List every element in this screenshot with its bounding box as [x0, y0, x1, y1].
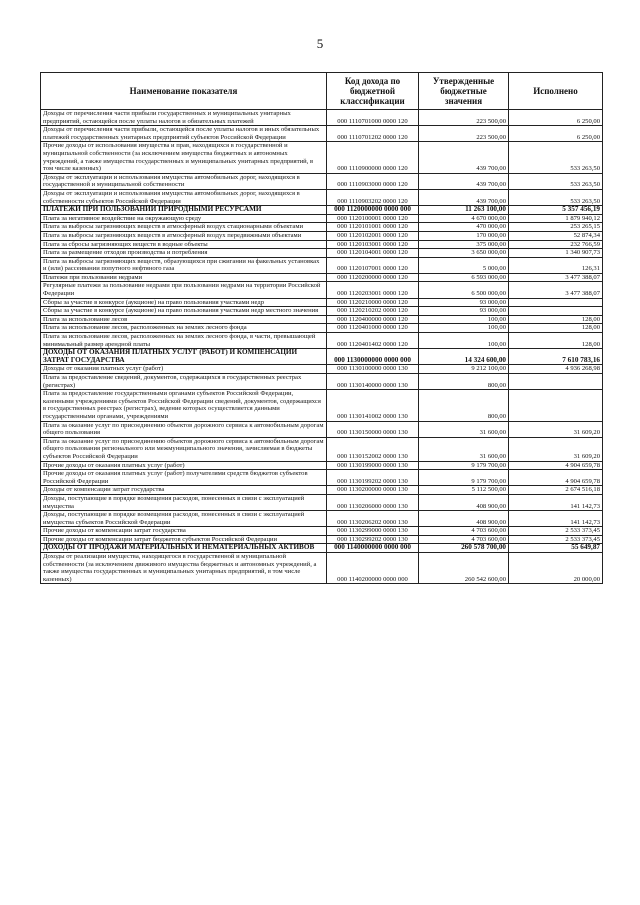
- row-name: ДОХОДЫ ОТ ПРОДАЖИ МАТЕРИАЛЬНЫХ И НЕМАТЕРИАЛЬНЫХ АКТИВОВ: [41, 544, 327, 553]
- row-approved: 260 578 700,00: [419, 544, 509, 553]
- row-executed: 232 766,59: [509, 240, 603, 249]
- table-row: [41, 110, 603, 126]
- table-row: [41, 173, 603, 189]
- table-row: [41, 374, 603, 390]
- row-approved: 11 263 100,00: [419, 206, 509, 215]
- row-name: Доходы от компенсации затрат государства: [41, 486, 327, 495]
- header-code: Код дохода по бюджетной классификации: [327, 73, 419, 110]
- row-code: 000 1130299202 0000 130: [327, 535, 419, 544]
- row-code: 000 1120210000 0000 120: [327, 298, 419, 307]
- row-executed: 4 904 659,78: [509, 470, 603, 486]
- table-row: [41, 307, 603, 316]
- row-code: 000 1130299000 0000 130: [327, 527, 419, 536]
- row-approved: 9 179 700,00: [419, 461, 509, 470]
- row-code: 000 1120000000 0000 000: [327, 206, 419, 215]
- row-executed: [509, 298, 603, 307]
- row-approved: 223 500,00: [419, 110, 509, 126]
- row-approved: 5 112 500,00: [419, 486, 509, 495]
- row-approved: 439 700,00: [419, 189, 509, 205]
- row-executed: 52 874,34: [509, 231, 603, 240]
- row-executed: 31 609,20: [509, 437, 603, 461]
- row-name: Плата за выбросы загрязняющих веществ, образующихся при сжигании на факельных установках и (или) рассеивании попутного нефтяного газа: [41, 257, 327, 273]
- row-name: Сборы за участие в конкурсе (аукционе) на право пользования участками недр: [41, 298, 327, 307]
- row-code: 000 1120200000 0000 120: [327, 273, 419, 282]
- row-name: Регулярные платежи за пользование недрами при пользовании недрами на территории Российской Федерации: [41, 282, 327, 298]
- table-row: [41, 365, 603, 374]
- row-code: 000 1120400000 0000 120: [327, 315, 419, 324]
- table-row: [41, 390, 603, 421]
- row-name: Плата за оказание услуг по присоединению объектов дорожного сервиса к автомобильным дорогам общего пользования: [41, 421, 327, 437]
- row-name: Доходы от оказания платных услуг (работ): [41, 365, 327, 374]
- row-approved: 408 900,00: [419, 511, 509, 527]
- header-name: Наименование показателя: [41, 73, 327, 110]
- row-name: Доходы от эксплуатации и использования имущества автомобильных дорог, находящихся в собственности субъектов Российской Федерации: [41, 189, 327, 205]
- table-row: [41, 249, 603, 258]
- row-code: 000 1130150000 0000 130: [327, 421, 419, 437]
- row-approved: 800,00: [419, 374, 509, 390]
- table-header-row: [41, 73, 603, 110]
- row-name: Плата за негативное воздействие на окружающую среду: [41, 214, 327, 223]
- table-row: [41, 333, 603, 349]
- row-approved: 31 600,00: [419, 437, 509, 461]
- row-executed: 533 263,50: [509, 189, 603, 205]
- row-executed: 3 477 388,07: [509, 273, 603, 282]
- table-row: [41, 273, 603, 282]
- row-name: Плата за выбросы загрязняющих веществ в атмосферный воздух стационарными объектами: [41, 223, 327, 232]
- row-code: 000 1130200000 0000 130: [327, 486, 419, 495]
- row-executed: 2 533 373,45: [509, 527, 603, 536]
- table-row: [41, 349, 603, 365]
- row-executed: 2 533 373,45: [509, 535, 603, 544]
- table-row: [41, 126, 603, 142]
- row-approved: 4 703 600,00: [419, 535, 509, 544]
- table-row: [41, 282, 603, 298]
- row-executed: 2 674 516,18: [509, 486, 603, 495]
- row-approved: 93 000,00: [419, 307, 509, 316]
- table-row: [41, 206, 603, 215]
- row-code: 000 1120401402 0000 120: [327, 333, 419, 349]
- row-name: Платежи при пользовании недрами: [41, 273, 327, 282]
- row-code: 000 1120401000 0000 120: [327, 324, 419, 333]
- row-name: Прочие доходы от компенсации затрат бюджетов субъектов Российской Федерации: [41, 535, 327, 544]
- row-approved: 170 000,00: [419, 231, 509, 240]
- row-name: Плата за предоставление государственными органами субъектов Российской Федерации, казенными учреждениями субъектов Российской Федерации сведений, документов, содержащихся в государственных реестрах (регистрах), ведение которых осуществляется данными государственными органами, учреждениями: [41, 390, 327, 421]
- header-approved: Утвержденные бюджетные значения: [419, 73, 509, 110]
- table-row: [41, 461, 603, 470]
- row-code: 000 1110701202 0000 120: [327, 126, 419, 142]
- row-name: ПЛАТЕЖИ ПРИ ПОЛЬЗОВАНИИ ПРИРОДНЫМИ РЕСУРСАМИ: [41, 206, 327, 215]
- row-executed: 55 649,87: [509, 544, 603, 553]
- row-executed: 4 904 659,78: [509, 461, 603, 470]
- row-executed: 6 250,00: [509, 126, 603, 142]
- row-name: Сборы за участие в конкурсе (аукционе) на право пользования участками недр местного значения: [41, 307, 327, 316]
- row-executed: [509, 307, 603, 316]
- row-executed: 533 263,50: [509, 173, 603, 189]
- row-code: 000 1130152002 0000 130: [327, 437, 419, 461]
- row-executed: [509, 374, 603, 390]
- row-code: 000 1110900000 0000 120: [327, 142, 419, 173]
- row-name: Прочие доходы от оказания платных услуг (работ) получателями средств бюджетов субъектов Российской Федерации: [41, 470, 327, 486]
- row-code: 000 1120104001 0000 120: [327, 249, 419, 258]
- table-row: [41, 214, 603, 223]
- row-approved: 6 593 000,00: [419, 273, 509, 282]
- row-approved: 4 703 600,00: [419, 527, 509, 536]
- row-code: 000 1140200000 0000 000: [327, 553, 419, 584]
- row-name: Плата за оказание услуг по присоединению объектов дорожного сервиса к автомобильным дорогам общего пользования регионального или межмуниципального значения, зачисляемая в бюджеты субъектов Российской Федерации: [41, 437, 327, 461]
- row-executed: 7 610 783,16: [509, 349, 603, 365]
- row-approved: 439 700,00: [419, 142, 509, 173]
- row-code: 000 1120210202 0000 120: [327, 307, 419, 316]
- row-code: 000 1120103001 0000 120: [327, 240, 419, 249]
- row-executed: [509, 390, 603, 421]
- row-name: Доходы от эксплуатации и использования имущества автомобильных дорог, находящихся в государственной и муниципальной собственности: [41, 173, 327, 189]
- row-approved: 100,00: [419, 324, 509, 333]
- row-executed: 6 250,00: [509, 110, 603, 126]
- row-executed: 253 265,15: [509, 223, 603, 232]
- row-approved: 31 600,00: [419, 421, 509, 437]
- table-row: [41, 257, 603, 273]
- row-approved: 100,00: [419, 315, 509, 324]
- row-name: Плата за выбросы загрязняющих веществ в атмосферный воздух передвижными объектами: [41, 231, 327, 240]
- row-approved: 439 700,00: [419, 173, 509, 189]
- page-number: 5: [316, 36, 324, 51]
- row-code: 000 1130206202 0000 130: [327, 511, 419, 527]
- table-row: [41, 231, 603, 240]
- table-row: [41, 324, 603, 333]
- row-name: Прочие доходы от использования имущества и прав, находящихся в государственной и муниципальной собственности (за исключением имущества бюджетных и автономных учреждений, а также имущества государственных и муниципальных унитарных предприятий, в том числе казенных): [41, 142, 327, 173]
- row-approved: 223 500,00: [419, 126, 509, 142]
- row-code: 000 1130199000 0000 130: [327, 461, 419, 470]
- row-approved: 4 670 000,00: [419, 214, 509, 223]
- row-executed: 3 477 388,07: [509, 282, 603, 298]
- row-code: 000 1130140000 0000 130: [327, 374, 419, 390]
- table-row: [41, 223, 603, 232]
- header-executed: Исполнено: [509, 73, 603, 110]
- row-code: 000 1130206000 0000 130: [327, 494, 419, 510]
- row-approved: 6 500 000,00: [419, 282, 509, 298]
- row-code: 000 1110903202 0000 120: [327, 189, 419, 205]
- row-approved: 800,00: [419, 390, 509, 421]
- row-approved: 93 000,00: [419, 298, 509, 307]
- table-row: [41, 486, 603, 495]
- row-name: Доходы от перечисления части прибыли государственных и муниципальных унитарных предприятий, остающейся после уплаты налогов и обязательных платежей: [41, 110, 327, 126]
- row-name: Доходы от реализации имущества, находящегося в государственной и муниципальной собственности (за исключением движимого имущества бюджетных и автономных учреждений, а также имущества государственных и муниципальных унитарных предприятий, в том числе казенных): [41, 553, 327, 584]
- row-executed: 533 263,50: [509, 142, 603, 173]
- table-row: [41, 315, 603, 324]
- row-executed: 1 340 907,73: [509, 249, 603, 258]
- row-code: 000 1120100001 0000 120: [327, 214, 419, 223]
- row-name: Доходы, поступающие в порядке возмещения расходов, понесенных в связи с эксплуатацией имущества: [41, 494, 327, 510]
- row-name: Плата за использование лесов, расположенных на землях лесного фонда: [41, 324, 327, 333]
- row-name: Плата за использование лесов, расположенных на землях лесного фонда, в части, превышающей минимальный размер арендной платы: [41, 333, 327, 349]
- row-executed: 128,00: [509, 333, 603, 349]
- table-row: [41, 511, 603, 527]
- row-code: 000 1130000000 0000 000: [327, 349, 419, 365]
- row-code: 000 1130199202 0000 130: [327, 470, 419, 486]
- row-name: Плата за сбросы загрязняющих веществ в водные объекты: [41, 240, 327, 249]
- row-executed: 141 142,73: [509, 511, 603, 527]
- table-row: [41, 527, 603, 536]
- row-executed: 128,00: [509, 324, 603, 333]
- row-executed: 126,31: [509, 257, 603, 273]
- row-executed: 1 879 940,12: [509, 214, 603, 223]
- row-approved: 9 212 100,00: [419, 365, 509, 374]
- row-executed: 4 936 268,98: [509, 365, 603, 374]
- row-code: 000 1120102001 0000 120: [327, 231, 419, 240]
- row-name: ДОХОДЫ ОТ ОКАЗАНИЯ ПЛАТНЫХ УСЛУГ (РАБОТ) И КОМПЕНСАЦИИ ЗАТРАТ ГОСУДАРСТВА: [41, 349, 327, 365]
- table-row: [41, 437, 603, 461]
- table-row: [41, 421, 603, 437]
- row-executed: 31 609,20: [509, 421, 603, 437]
- row-name: Доходы от перечисления части прибыли, остающейся после уплаты налогов и иных обязательных платежей государственных унитарных предприятий субъектов Российской Федерации: [41, 126, 327, 142]
- row-name: Плата за предоставление сведений, документов, содержащихся в государственных реестрах (регистрах): [41, 374, 327, 390]
- row-code: 000 1120203001 0000 120: [327, 282, 419, 298]
- row-code: 000 1130100000 0000 130: [327, 365, 419, 374]
- table-row: [41, 240, 603, 249]
- revenue-table: [40, 72, 603, 584]
- row-approved: 470 000,00: [419, 223, 509, 232]
- row-approved: 375 000,00: [419, 240, 509, 249]
- row-approved: 408 900,00: [419, 494, 509, 510]
- row-name: Прочие доходы от оказания платных услуг (работ): [41, 461, 327, 470]
- table-row: [41, 544, 603, 553]
- row-executed: 141 142,73: [509, 494, 603, 510]
- row-executed: 20 000,00: [509, 553, 603, 584]
- row-approved: 14 324 600,00: [419, 349, 509, 365]
- row-executed: 5 357 456,19: [509, 206, 603, 215]
- row-approved: 3 650 000,00: [419, 249, 509, 258]
- row-approved: 5 000,00: [419, 257, 509, 273]
- table-row: [41, 494, 603, 510]
- row-executed: 128,00: [509, 315, 603, 324]
- table-row: [41, 298, 603, 307]
- row-code: 000 1130141002 0000 130: [327, 390, 419, 421]
- row-code: 000 1140000000 0000 000: [327, 544, 419, 553]
- row-code: 000 1120101001 0000 120: [327, 223, 419, 232]
- table-row: [41, 553, 603, 584]
- row-code: 000 1110903000 0000 120: [327, 173, 419, 189]
- table-row: [41, 470, 603, 486]
- row-approved: 9 179 700,00: [419, 470, 509, 486]
- row-name: Плата за размещение отходов производства и потребления: [41, 249, 327, 258]
- row-name: Доходы, поступающие в порядке возмещения расходов, понесенных в связи с эксплуатацией имущества субъектов Российской Федерации: [41, 511, 327, 527]
- table-row: [41, 189, 603, 205]
- row-name: Прочие доходы от компенсации затрат государства: [41, 527, 327, 536]
- table-row: [41, 142, 603, 173]
- row-code: 000 1120107001 0000 120: [327, 257, 419, 273]
- row-code: 000 1110701000 0000 120: [327, 110, 419, 126]
- row-approved: 100,00: [419, 333, 509, 349]
- row-approved: 260 542 600,00: [419, 553, 509, 584]
- row-name: Плата за использование лесов: [41, 315, 327, 324]
